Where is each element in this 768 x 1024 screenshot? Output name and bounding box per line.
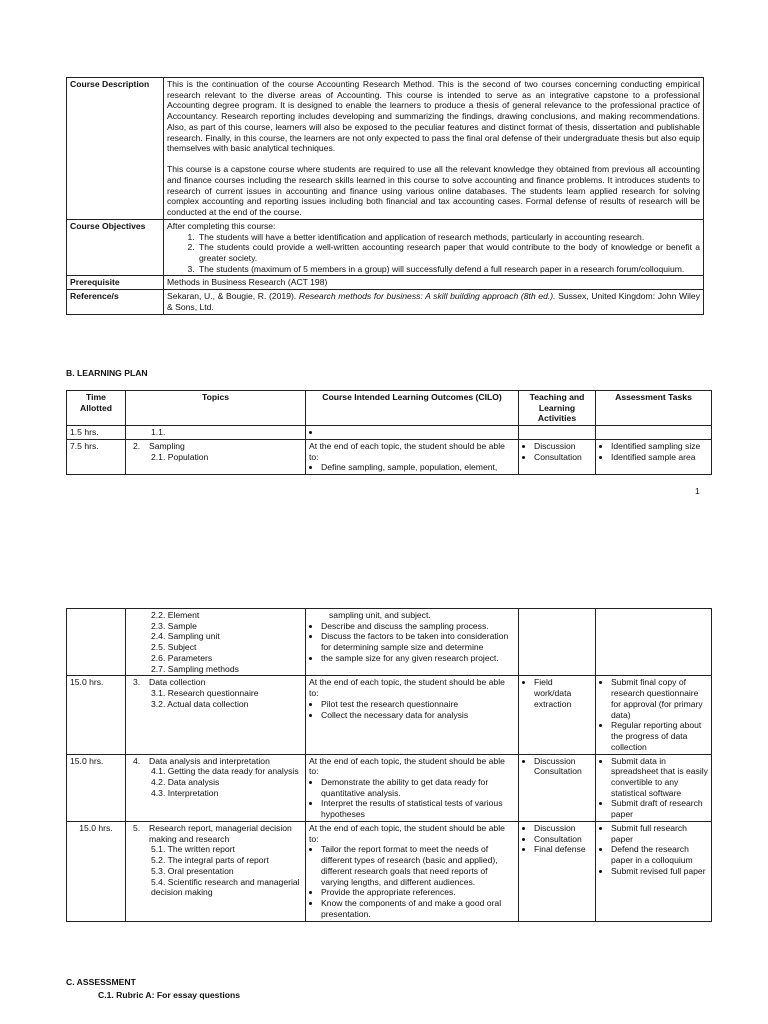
task-item: • Identified sample area [611,452,708,463]
tasks-cell [596,754,712,821]
course-description-row [67,78,704,220]
topic-cell: 5. Research report, managerial decision making and research 5.1. The written report 5.2. The integral parts of report 5.3. Oral presentation 5.4. Scientific research and managerial decision making [126,821,306,921]
cilo-item: • Pilot test the research questionnaire [321,699,515,710]
cilo-item: • Collect the necessary data for analysis [321,710,515,721]
topic-title: Research report, managerial decision making and research [149,822,292,844]
subtopic: 4.1. Getting the data ready for analysis [151,766,299,777]
objective-item: 1. The students will have a better identification and application of research methods, particularly in accounting research. [197,232,700,243]
cilo-intro: At the end of each topic, the student should be able to: [309,677,505,699]
prerequisite-row [67,276,704,290]
topic-cell: 2. Sampling 2.1. Population [126,439,306,474]
objectives-intro: After completing this course: [167,220,276,231]
topic-cell: 4. Data analysis and interpretation 4.1. Getting the data ready for analysis 4.2. Data analysis 4.3. Interpretation [126,754,306,821]
section-c-title: C. ASSESSMENT [66,977,136,987]
cilo-cell [306,426,519,440]
cilo-continuation: sampling unit, and subject. [329,610,431,620]
task-item: • Submit full research paper [611,823,708,844]
subtopic: 5.3. Oral presentation [151,865,234,876]
subtopic: 2.4. Sampling unit [151,631,220,642]
table-row [67,821,712,921]
cilo-cell [306,821,519,921]
task-item: • Submit data in spreadsheet that is easily convertible to any statistical software [611,756,708,799]
subtopic: 2.6. Parameters [151,652,213,663]
course-objectives-label: Course Objectives [67,219,164,276]
time-cell: 15.0 hrs. [67,676,126,754]
reference-publisher: Sussex, United Kingdom: John Wiley & Sons, Ltd. [167,291,700,312]
course-objectives-text [164,219,704,276]
cilo-cell [306,609,519,676]
subtopic: 2.1. Population [151,451,209,462]
cilo-item: • Demonstrate the ability to get data ready for quantitative analysis. [321,777,515,798]
header-cilo: Course Intended Learning Outcomes (CILO) [306,391,519,426]
cilo-item: • the sample size for any given research project. [321,653,515,664]
tla-cell [519,676,596,754]
topic-cell [126,609,306,676]
subtopic: 5.4. Scientific research and managerial decision making [151,876,300,898]
cilo-item: • Tailor the report format to meet the needs of different types of research (basic and applied), different research goals that need reports of varying lengths, and different audiences. [321,844,515,887]
prerequisite-value: Methods in Business Research (ACT 198) [164,276,704,290]
tla-cell [519,821,596,921]
topic-cell: 3. Data collection 3.1. Research questionnaire 3.2. Actual data collection [126,676,306,754]
cilo-cell [306,439,519,474]
page-number: 1 [695,486,700,496]
references-value [164,290,704,314]
topic-title: Sampling [149,440,185,451]
time-cell: 15.0 hrs. [67,754,126,821]
tla-item: Consultation [534,766,582,777]
subtopic: 2.7. Sampling methods [151,663,239,674]
reference-title: Research methods for business: A skill building approach (8th ed.). [298,291,556,302]
table-row [67,426,712,440]
cilo-intro: At the end of each topic, the student should be able to: [309,440,505,462]
tla-item: • Discussion [534,441,592,452]
header-teaching-learning: Teaching and Learning Activities [519,391,596,426]
tla-item: • Final defense [534,844,592,855]
references-label: Reference/s [67,290,164,314]
subtopic: 2.3. Sample [151,620,197,631]
subtopic: 4.3. Interpretation [151,787,219,798]
subtopic: 3.2. Actual data collection [151,698,249,709]
course-description-text [164,78,704,220]
topic-title: Data analysis and interpretation [149,755,270,766]
cilo-intro: At the end of each topic, the student should be able to: [309,755,505,777]
description-paragraph-2: This course is a capstone course where students are required to use all the relevant knowledge they obtained from previous all accounting and finance courses including the research skills learned in this course to solve accounting and finance problems. It introduces students to research of current issues in accounting and finance using various online databases. The students learn applied research for solving complex accounting and reporting issues including both financial and tax accounting cases. Formal defense of results of research will be conducted at the end of the course. [167,164,700,218]
tla-cell [519,426,596,440]
references-row [67,290,704,314]
table-row [67,754,712,821]
task-item: • Submit final copy of research questionnaire for approval (for primary data) [611,677,708,720]
course-description-label: Course Description [67,78,164,220]
tla-item: • Consultation [534,834,592,845]
learning-plan-table-page2 [66,608,712,922]
task-item: • Submit draft of research paper [611,798,708,819]
cilo-item: • Interpret the results of statistical tests of various hypotheses [321,798,515,819]
reference-authors: Sekaran, U., & Bougie, R. (2019). [167,291,299,302]
subtopic: 2.5. Subject [151,642,197,653]
header-assessment-tasks: Assessment Tasks [596,391,712,426]
tasks-cell [596,426,712,440]
prerequisite-label: Prerequisite [67,276,164,290]
tla-cell [519,609,596,676]
subtopic: 5.2. The integral parts of report [151,855,269,866]
tla-item: • Field work/data extraction [534,677,592,709]
tasks-cell [596,821,712,921]
table-row [67,439,712,474]
time-cell [67,609,126,676]
subtopic: 2.2. Element [151,610,200,620]
tla-cell [519,754,596,821]
objective-item: 2. The students could provide a well-written accounting research paper that would contribute to the body of knowledge or benefit a greater society. [197,242,700,263]
task-item: • Submit revised full paper [611,866,708,877]
learning-plan-table-page1 [66,390,712,475]
cilo-item: • Discuss the factors to be taken into consideration for determining sample size and determine [321,631,515,652]
topic-cell: 1.1. [126,426,306,440]
section-c1-title: C.1. Rubric A: For essay questions [98,990,240,1000]
time-cell: 1.5 hrs. [67,426,126,440]
tla-item: • Consultation [534,452,592,463]
tla-cell [519,439,596,474]
description-paragraph-1: This is the continuation of the course Accounting Research Method. This is the second of two courses concerning conducting empirical research relevant to the diverse areas of Accounting. This course is intended to serve as an integrative capstone to a professional Accounting degree program. It is designed to enable the learners to produce a thesis of general relevance to the professional practice of Accountancy. Research reporting includes developing and summarizing the findings, drawing conclusions, and making recommendations. Also, as part of this course, learners will also be exposed to the peculiar features and distinct format of thesis, dissertation and publishable research. Finally, in this course, the learners are not only expected to pass the final oral defense of their undergraduate thesis but also equip themselves with basic analytical techniques. [167,79,700,154]
subtopic: 3.1. Research questionnaire [151,688,259,699]
objectives-list [167,232,700,275]
tla-item: • Discussion [534,823,592,834]
learning-plan-header-row [67,391,712,426]
subtopic: 5.1. The written report [151,844,235,855]
topic-title: Data collection [149,677,206,688]
section-b-title: B. LEARNING PLAN [66,368,148,378]
tasks-cell [596,609,712,676]
cilo-item: • Define sampling, sample, population, element, [321,462,515,473]
cilo-cell [306,676,519,754]
course-objectives-row [67,219,704,276]
cilo-cell [306,754,519,821]
table-row [67,609,712,676]
cilo-item: • Know the components of and make a good oral presentation. [321,898,515,919]
cilo-item: • Provide the appropriate references. [321,887,515,898]
objective-item: 3. The students (maximum of 5 members in a group) will successfully defend a full research paper in a research forum/colloquium. [197,264,700,275]
table-row [67,676,712,754]
cilo-item: • Describe and discuss the sampling process. [321,621,515,632]
task-item: • Regular reporting about the progress of data collection [611,720,708,752]
course-info-table [66,77,704,315]
time-cell: 7.5 hrs. [67,439,126,474]
cilo-intro: At the end of each topic, the student should be able to: [309,822,505,844]
header-topics: Topics [126,391,306,426]
empty-bullet [321,427,515,438]
header-time-allotted: Time Allotted [67,391,126,426]
time-cell: 15.0 hrs. [67,821,126,921]
task-item: • Identified sampling size [611,441,708,452]
tla-item: • Discussion [534,756,592,767]
task-item: • Defend the research paper in a colloquium [611,844,708,865]
tasks-cell [596,676,712,754]
subtopic: 4.2. Data analysis [151,777,220,788]
tasks-cell [596,439,712,474]
